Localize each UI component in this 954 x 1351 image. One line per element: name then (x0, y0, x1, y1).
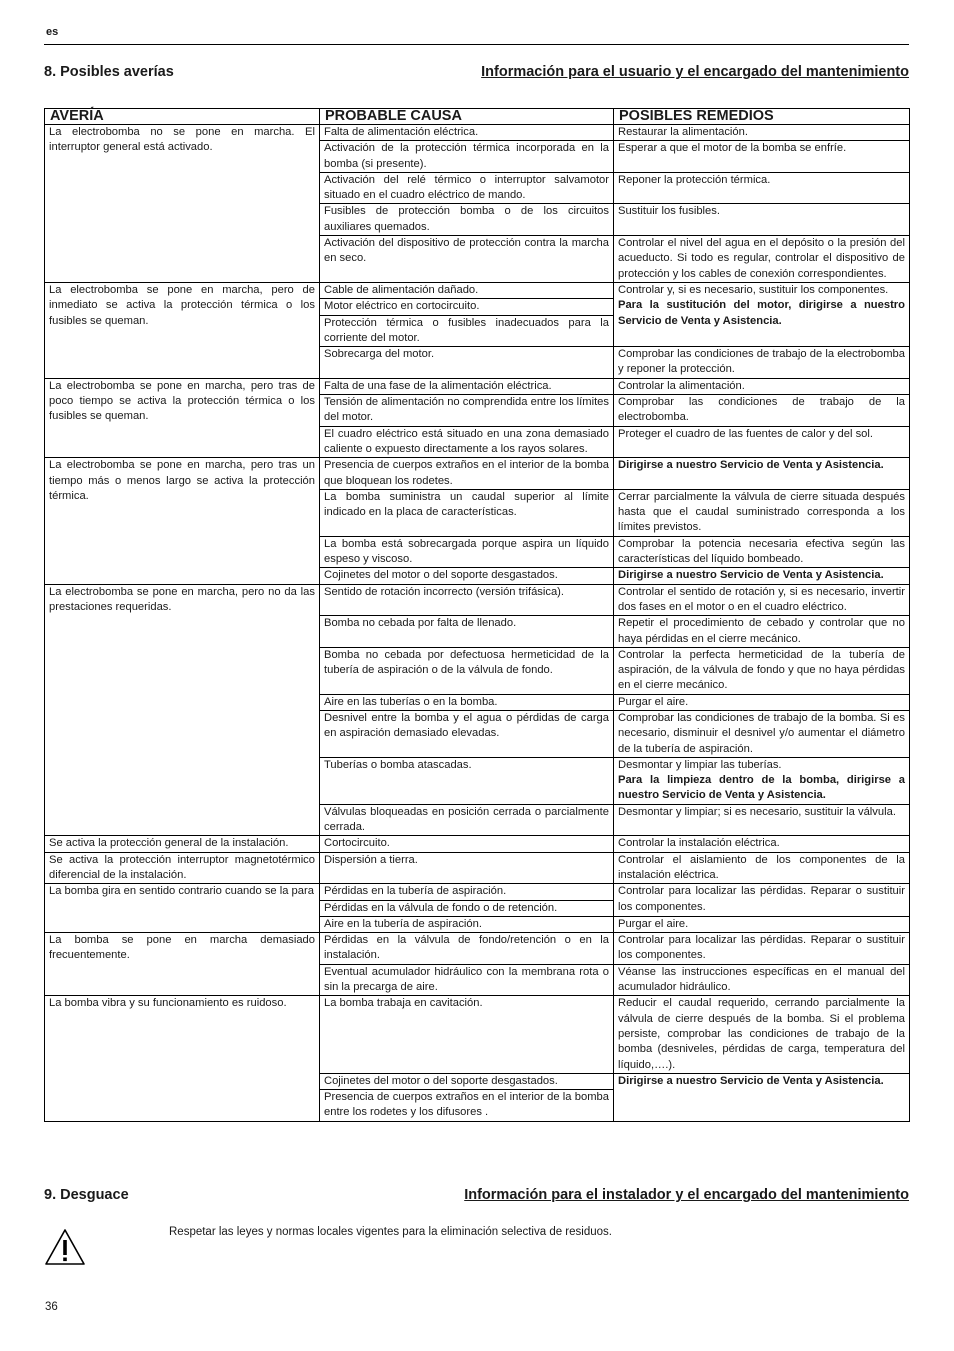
table-row (45, 584, 910, 616)
remedy-text: Cerrar parcialmente la válvula de cierre situada después hasta que el caudal suministrado corresponda a los límites previstos. (618, 490, 905, 534)
remedy-text: Proteger el cuadro de las fuentes de calor y del sol. (618, 427, 873, 440)
remedy-bold-text: Dirigirse a nuestro Servicio de Venta y Asistencia. (618, 1074, 884, 1087)
fault-cell: La electrobomba se pone en marcha, pero de inmediato se activa la protección térmica o los fusibles se queman. (45, 282, 320, 378)
table-row (45, 125, 910, 141)
remedy-cell (614, 964, 910, 996)
cause-cell: Cortocircuito. (320, 836, 614, 852)
remedy-text: Esperar a que el motor de la bomba se enfríe. (618, 142, 847, 155)
remedy-cell (614, 236, 910, 283)
remedy-cell (614, 568, 910, 584)
remedy-text: Purgar el aire. (618, 917, 689, 930)
remedy-cell (614, 125, 910, 141)
page-number: 36 (45, 1301, 58, 1313)
cause-cell: Bomba no cebada por defectuosa hermeticidad de la tubería de aspiración o de la válvula de fondo. (320, 647, 614, 694)
cause-cell: Activación de la protección térmica incorporada en la bomba (si presente). (320, 141, 614, 173)
cause-cell: Sobrecarga del motor. (320, 347, 614, 379)
cause-cell: Pérdidas en la válvula de fondo o de retención. (320, 900, 614, 916)
cause-cell: Aire en la tubería de aspiración. (320, 916, 614, 932)
remedy-cell (614, 426, 910, 458)
cause-cell: Válvulas bloqueadas en posición cerrada o parcialmente cerrada. (320, 804, 614, 836)
remedy-cell (614, 1073, 910, 1121)
cause-cell: Tuberías o bomba atascadas. (320, 757, 614, 804)
fault-cell: La bomba se pone en marcha demasiado frecuentemente. (45, 933, 320, 996)
cause-cell: Falta de alimentación eléctrica. (320, 125, 614, 141)
section-9-header (44, 1187, 909, 1203)
remedy-cell (614, 916, 910, 932)
remedy-cell (614, 836, 910, 852)
cause-cell: La bomba suministra un caudal superior al límite indicado en la placa de características. (320, 489, 614, 536)
cause-cell: Cojinetes del motor o del soporte desgastados. (320, 1073, 614, 1089)
cause-cell: Falta de una fase de la alimentación eléctrica. (320, 378, 614, 394)
table-row (45, 458, 910, 490)
remedy-cell (614, 804, 910, 836)
remedy-cell (614, 884, 910, 917)
header-divider (44, 44, 909, 45)
cause-cell: Sentido de rotación incorrecto (versión trifásica). (320, 584, 614, 616)
remedy-text: Reponer la protección térmica. (618, 173, 771, 186)
remedy-cell (614, 647, 910, 694)
language-code: es (46, 26, 59, 38)
cause-cell: La bomba está sobrecargada porque aspira un líquido espeso y viscoso. (320, 536, 614, 568)
remedy-cell (614, 757, 910, 804)
remedy-bold-text: Para la sustitución del motor, dirigirse a nuestro Servicio de Venta y Asistencia. (618, 299, 905, 327)
remedy-text: Véanse las instrucciones específicas en el manual del acumulador hidráulico. (618, 965, 905, 994)
cause-cell: Protección térmica o fusibles inadecuados para la corriente del motor. (320, 315, 614, 347)
remedy-text: Controlar el aislamiento de los componentes de la instalación eléctrica. (618, 853, 905, 881)
cause-cell: Cojinetes del motor o del soporte desgastados. (320, 568, 614, 584)
header-fault: AVERÍA (45, 109, 320, 125)
cause-cell: Eventual acumulador hidráulico con la membrana rota o sin la precarga de aire. (320, 964, 614, 996)
remedy-text: Comprobar las condiciones de trabajo de la bomba. Si es necesario, disminuir el desnivel y/o aumentar el diámetro de la tubería de aspiración. (618, 711, 905, 755)
cause-cell: Dispersión a tierra. (320, 852, 614, 884)
table-row (45, 996, 910, 1073)
cause-cell: Presencia de cuerpos extraños en el interior de la bomba entre los rodetes y los difusores . (320, 1090, 614, 1122)
remedy-bold-text: Dirigirse a nuestro Servicio de Venta y Asistencia. (618, 459, 884, 472)
remedy-text: Sustituir los fusibles. (618, 205, 720, 218)
remedy-bold-text: Para la limpieza dentro de la bomba, dirigirse a nuestro Servicio de Venta y Asistencia. (618, 774, 905, 802)
cause-cell: La bomba trabaja en cavitación. (320, 996, 614, 1073)
cause-cell: Activación del relé térmico o interruptor salvamotor situado en el cuadro eléctrico de mando. (320, 172, 614, 204)
remedy-text: Comprobar las condiciones de trabajo de la electrobomba. (618, 396, 905, 424)
faults-table (44, 108, 910, 1122)
remedy-text: Controlar el nivel del agua en el depósito o la presión del acueducto. Si todo es regular, controlar el dispositivo de protección y los cables de conexión correspondientes. (618, 237, 905, 280)
table-row (45, 378, 910, 394)
remedy-text: Desmontar y limpiar; si es necesario, sustituir la válvula. (618, 805, 896, 818)
section-8-header (44, 64, 909, 80)
table-row (45, 282, 910, 298)
remedy-text: Purgar el aire. (618, 695, 689, 708)
cause-cell: Aire en las tuberías o en la bomba. (320, 694, 614, 710)
remedy-cell (614, 204, 910, 236)
remedy-cell (614, 933, 910, 965)
fault-cell: La electrobomba se pone en marcha, pero no da las prestaciones requeridas. (45, 584, 320, 836)
remedy-cell (614, 458, 910, 490)
table-row (45, 836, 910, 852)
remedy-cell (614, 141, 910, 173)
remedy-text: Repetir el procedimiento de cebado y controlar que no haya pérdidas en el cierre mecánico. (618, 617, 905, 645)
cause-cell: Desnivel entre la bomba y el agua o pérdidas de carga en aspiración demasiado elevadas. (320, 710, 614, 757)
cause-cell: El cuadro eléctrico está situado en una zona demasiado caliente o expuesto directamente a los rayos solares. (320, 426, 614, 458)
cause-cell: Tensión de alimentación no comprendida entre los límites del motor. (320, 395, 614, 427)
remedy-text: Controlar para localizar las pérdidas. Reparar o sustituir los componentes. (618, 934, 905, 962)
section-8-title: 8. Posibles averías (44, 64, 174, 80)
remedy-cell (614, 996, 910, 1073)
table-row (45, 852, 910, 884)
remedy-cell (614, 584, 910, 616)
remedy-cell (614, 852, 910, 884)
remedy-text: Controlar y, si es necesario, sustituir los componentes. (618, 283, 889, 296)
cause-cell: Motor eléctrico en cortocircuito. (320, 299, 614, 315)
warning-triangle-icon (44, 1228, 86, 1266)
fault-cell: La electrobomba se pone en marcha, pero tras de poco tiempo se activa la protección térmica o los fusibles se queman. (45, 378, 320, 457)
section-9-audience: Información para el instalador y el encargado del mantenimiento (464, 1187, 909, 1203)
cause-cell: Fusibles de protección bomba o de los circuitos auxiliares quemados. (320, 204, 614, 236)
fault-cell: La electrobomba no se pone en marcha. El interruptor general está activado. (45, 125, 320, 283)
remedy-text: Desmontar y limpiar las tuberías. (618, 758, 782, 771)
fault-cell: Se activa la protección interruptor magnetotérmico diferencial de la instalación. (45, 852, 320, 884)
remedy-text: Reducir el caudal requerido, cerrando parcialmente la válvula de cierre después de la bomba. Si el problema persiste, comprobar las condiciones de trabajo de la bomba (desniveles, pérdidas de carga, temperatura del líquido,….). (618, 997, 905, 1071)
remedy-text: Comprobar las condiciones de trabajo de la electrobomba y reponer la protección. (618, 348, 905, 376)
cause-cell: Presencia de cuerpos extraños en el interior de la bomba que bloquean los rodetes. (320, 458, 614, 490)
remedy-cell (614, 694, 910, 710)
fault-cell: La bomba gira en sentido contrario cuando se la para (45, 884, 320, 933)
fault-cell: La electrobomba se pone en marcha, pero tras un tiempo más o menos largo se activa la protección térmica. (45, 458, 320, 584)
remedy-text: Controlar el sentido de rotación y, si es necesario, invertir dos fases en el motor o en el cuadro eléctrico. (618, 585, 905, 613)
header-remedy: POSIBLES REMEDIOS (614, 109, 910, 125)
remedy-text: Controlar la instalación eléctrica. (618, 837, 780, 850)
cause-cell: Pérdidas en la tubería de aspiración. (320, 884, 614, 900)
table-header-row (45, 109, 910, 125)
remedy-text: Comprobar la potencia necesaria efectiva según las características del líquido bombeado. (618, 537, 905, 566)
remedy-cell (614, 172, 910, 204)
cause-cell: Activación del dispositivo de protección contra la marcha en seco. (320, 236, 614, 283)
fault-cell: La bomba vibra y su funcionamiento es ruidoso. (45, 996, 320, 1121)
remedy-cell (614, 395, 910, 427)
remedy-cell (614, 282, 910, 346)
table-row (45, 884, 910, 900)
section-8-audience: Información para el usuario y el encargado del mantenimiento (481, 64, 909, 80)
section-9-title: 9. Desguace (44, 1187, 129, 1203)
remedy-text: Controlar la alimentación. (618, 379, 745, 392)
remedy-text: Restaurar la alimentación. (618, 126, 748, 138)
remedy-cell (614, 536, 910, 568)
cause-cell: Bomba no cebada por falta de llenado. (320, 616, 614, 648)
cause-cell: Cable de alimentación dañado. (320, 282, 614, 298)
remedy-cell (614, 347, 910, 379)
remedy-cell (614, 710, 910, 757)
remedy-cell (614, 616, 910, 648)
cause-cell: Pérdidas en la válvula de fondo/retención o en la instalación. (320, 933, 614, 965)
remedy-text: Controlar para localizar las pérdidas. Reparar o sustituir los componentes. (618, 885, 905, 913)
table-row (45, 933, 910, 965)
remedy-cell (614, 489, 910, 536)
remedy-bold-text: Dirigirse a nuestro Servicio de Venta y Asistencia. (618, 569, 884, 582)
fault-cell: Se activa la protección general de la instalación. (45, 836, 320, 852)
remedy-cell (614, 378, 910, 394)
remedy-text: Controlar la perfecta hermeticidad de la tubería de aspiración, de la válvula de fondo y que no haya pérdidas en el cierre mecánico. (618, 648, 905, 692)
disposal-text: Respetar las leyes y normas locales vigentes para la eliminación selectiva de residuos. (169, 1226, 612, 1238)
header-cause: PROBABLE CAUSA (320, 109, 614, 125)
